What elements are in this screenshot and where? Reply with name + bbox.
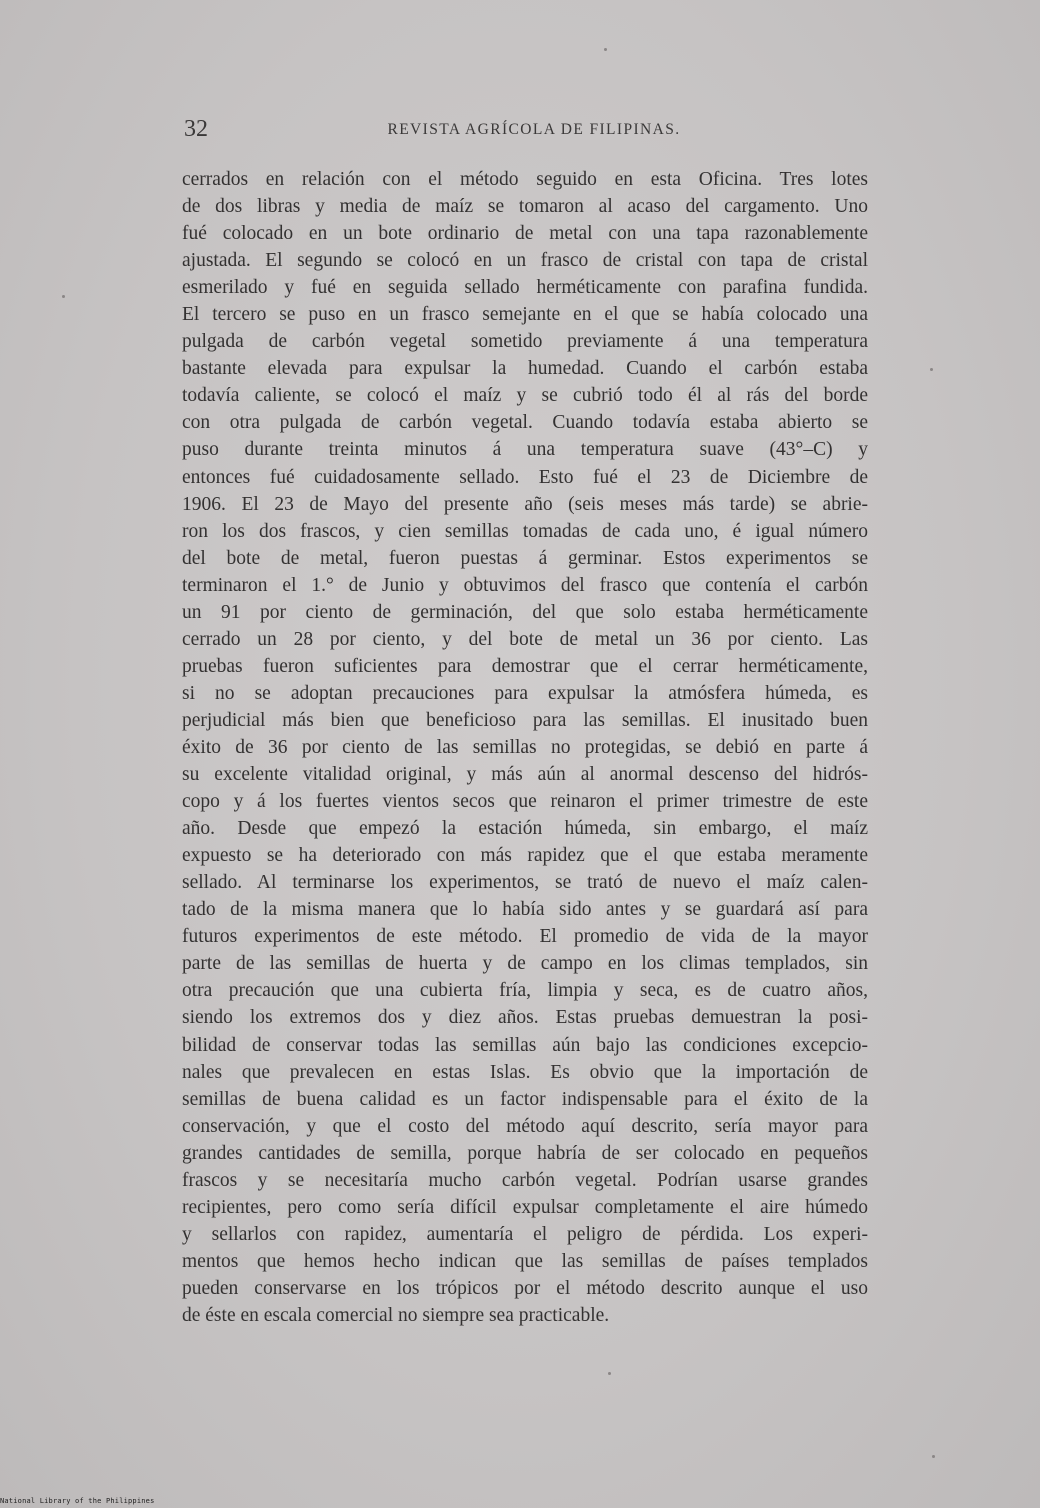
text-line: y sellarlos con rapidez, aumentaría el peligro de pérdida. Los experi-: [182, 1223, 868, 1245]
text-line: su excelente vitalidad original, y más aún al anormal descenso del hidrós-: [182, 764, 868, 786]
text-line: recipientes, pero como sería difícil expulsar completamente el aire húmedo: [182, 1196, 868, 1218]
text-line: El tercero se puso en un frasco semejante en el que se había colocado una: [182, 304, 868, 326]
text-line: tado de la misma manera que lo había sido antes y se guardará así para: [182, 899, 868, 921]
page-header: [184, 114, 870, 144]
text-line: copo y á los fuertes vientos secos que reinaron el primer trimestre de este: [182, 791, 868, 813]
text-line: otra precaución que una cubierta fría, limpia y seca, es de cuatro años,: [182, 980, 868, 1002]
text-line: con otra pulgada de carbón vegetal. Cuando todavía estaba abierto se: [182, 412, 868, 434]
text-line: del bote de metal, fueron puestas á germinar. Estos experimentos se: [182, 547, 868, 569]
text-line: cerrados en relación con el método seguido en esta Oficina. Tres lotes: [182, 169, 868, 190]
text-line: futuros experimentos de este método. El promedio de vida de la mayor: [182, 926, 868, 948]
paper-speck: [62, 295, 65, 298]
body-paragraph: [182, 166, 868, 1329]
text-line: grandes cantidades de semilla, porque habría de ser colocado en pequeños: [182, 1142, 868, 1164]
text-line: esmerilado y fué en seguida sellado herméticamente con parafina fundida.: [182, 277, 868, 299]
paper-speck: [608, 1372, 611, 1375]
text-line: sellado. Al terminarse los experimentos, se trató de nuevo el maíz calen-: [182, 872, 868, 894]
text-line: mentos que hemos hecho indican que las semillas de países templados: [182, 1250, 868, 1272]
text-line: puso durante treinta minutos á una temperatura suave (43°–C) y: [182, 439, 868, 461]
text-line: expuesto se ha deteriorado con más rapidez que el que estaba meramente: [182, 845, 868, 867]
text-line: terminaron el 1.° de Junio y obtuvimos del frasco que contenía el carbón: [182, 574, 868, 596]
text-line: perjudicial más bien que beneficioso para las semillas. El inusitado buen: [182, 709, 868, 731]
library-watermark: National Library of the Philippines: [0, 1497, 155, 1505]
text-line: bilidad de conservar todas las semillas aún bajo las condiciones excepcio-: [182, 1034, 868, 1056]
text-line: pueden conservarse en los trópicos por el método descrito aunque el uso: [182, 1277, 868, 1299]
text-line: pulgada de carbón vegetal sometido previamente á una temperatura: [182, 331, 868, 353]
text-line: de dos libras y media de maíz se tomaron al acaso del cargamento. Uno: [182, 196, 868, 218]
text-line: éxito de 36 por ciento de las semillas no protegidas, se debió en parte á: [182, 736, 868, 758]
text-line: si no se adoptan precauciones para expulsar la atmósfera húmeda, es: [182, 682, 868, 704]
paper-speck: [932, 1455, 935, 1458]
text-line: un 91 por ciento de germinación, del que solo estaba herméticamente: [182, 601, 868, 623]
text-line: parte de las semillas de huerta y de campo en los climas templados, sin: [182, 953, 868, 975]
text-line: fué colocado en un bote ordinario de metal con una tapa razonablemente: [182, 223, 868, 245]
text-line: ajustada. El segundo se colocó en un frasco de cristal con tapa de cristal: [182, 250, 868, 272]
text-line: siendo los extremos dos y diez años. Estas pruebas demuestran la posi-: [182, 1007, 868, 1029]
text-line: nales que prevalecen en estas Islas. Es obvio que la importación de: [182, 1061, 868, 1083]
text-line: 1906. El 23 de Mayo del presente año (seis meses más tarde) se abrie-: [182, 493, 868, 515]
text-line: pruebas fueron suficientes para demostrar que el cerrar herméticamente,: [182, 655, 868, 677]
text-line: frascos y se necesitaría mucho carbón vegetal. Podrían usarse grandes: [182, 1169, 868, 1191]
text-line: ron los dos frascos, y cien semillas tomadas de cada uno, é igual número: [182, 520, 868, 542]
text-line: semillas de buena calidad es un factor indispensable para el éxito de la: [182, 1088, 868, 1110]
paper-speck: [604, 48, 607, 51]
text-line: entonces fué cuidadosamente sellado. Esto fué el 23 de Diciembre de: [182, 466, 868, 488]
text-line: bastante elevada para expulsar la humedad. Cuando el carbón estaba: [182, 358, 868, 380]
text-line: todavía caliente, se colocó el maíz y se cubrió todo él al rás del borde: [182, 385, 868, 407]
text-line: año. Desde que empezó la estación húmeda, sin embargo, el maíz: [182, 818, 868, 840]
page-number: 32: [184, 116, 208, 142]
text-line: conservación, y que el costo del método aquí descrito, sería mayor para: [182, 1115, 868, 1137]
running-title: REVISTA AGRÍCOLA DE FILIPINAS.: [387, 121, 681, 138]
text-line: de éste en escala comercial no siempre sea practicable.: [182, 1304, 610, 1326]
paper-speck: [930, 368, 933, 371]
text-line: cerrado un 28 por ciento, y del bote de metal un 36 por ciento. Las: [182, 628, 868, 650]
